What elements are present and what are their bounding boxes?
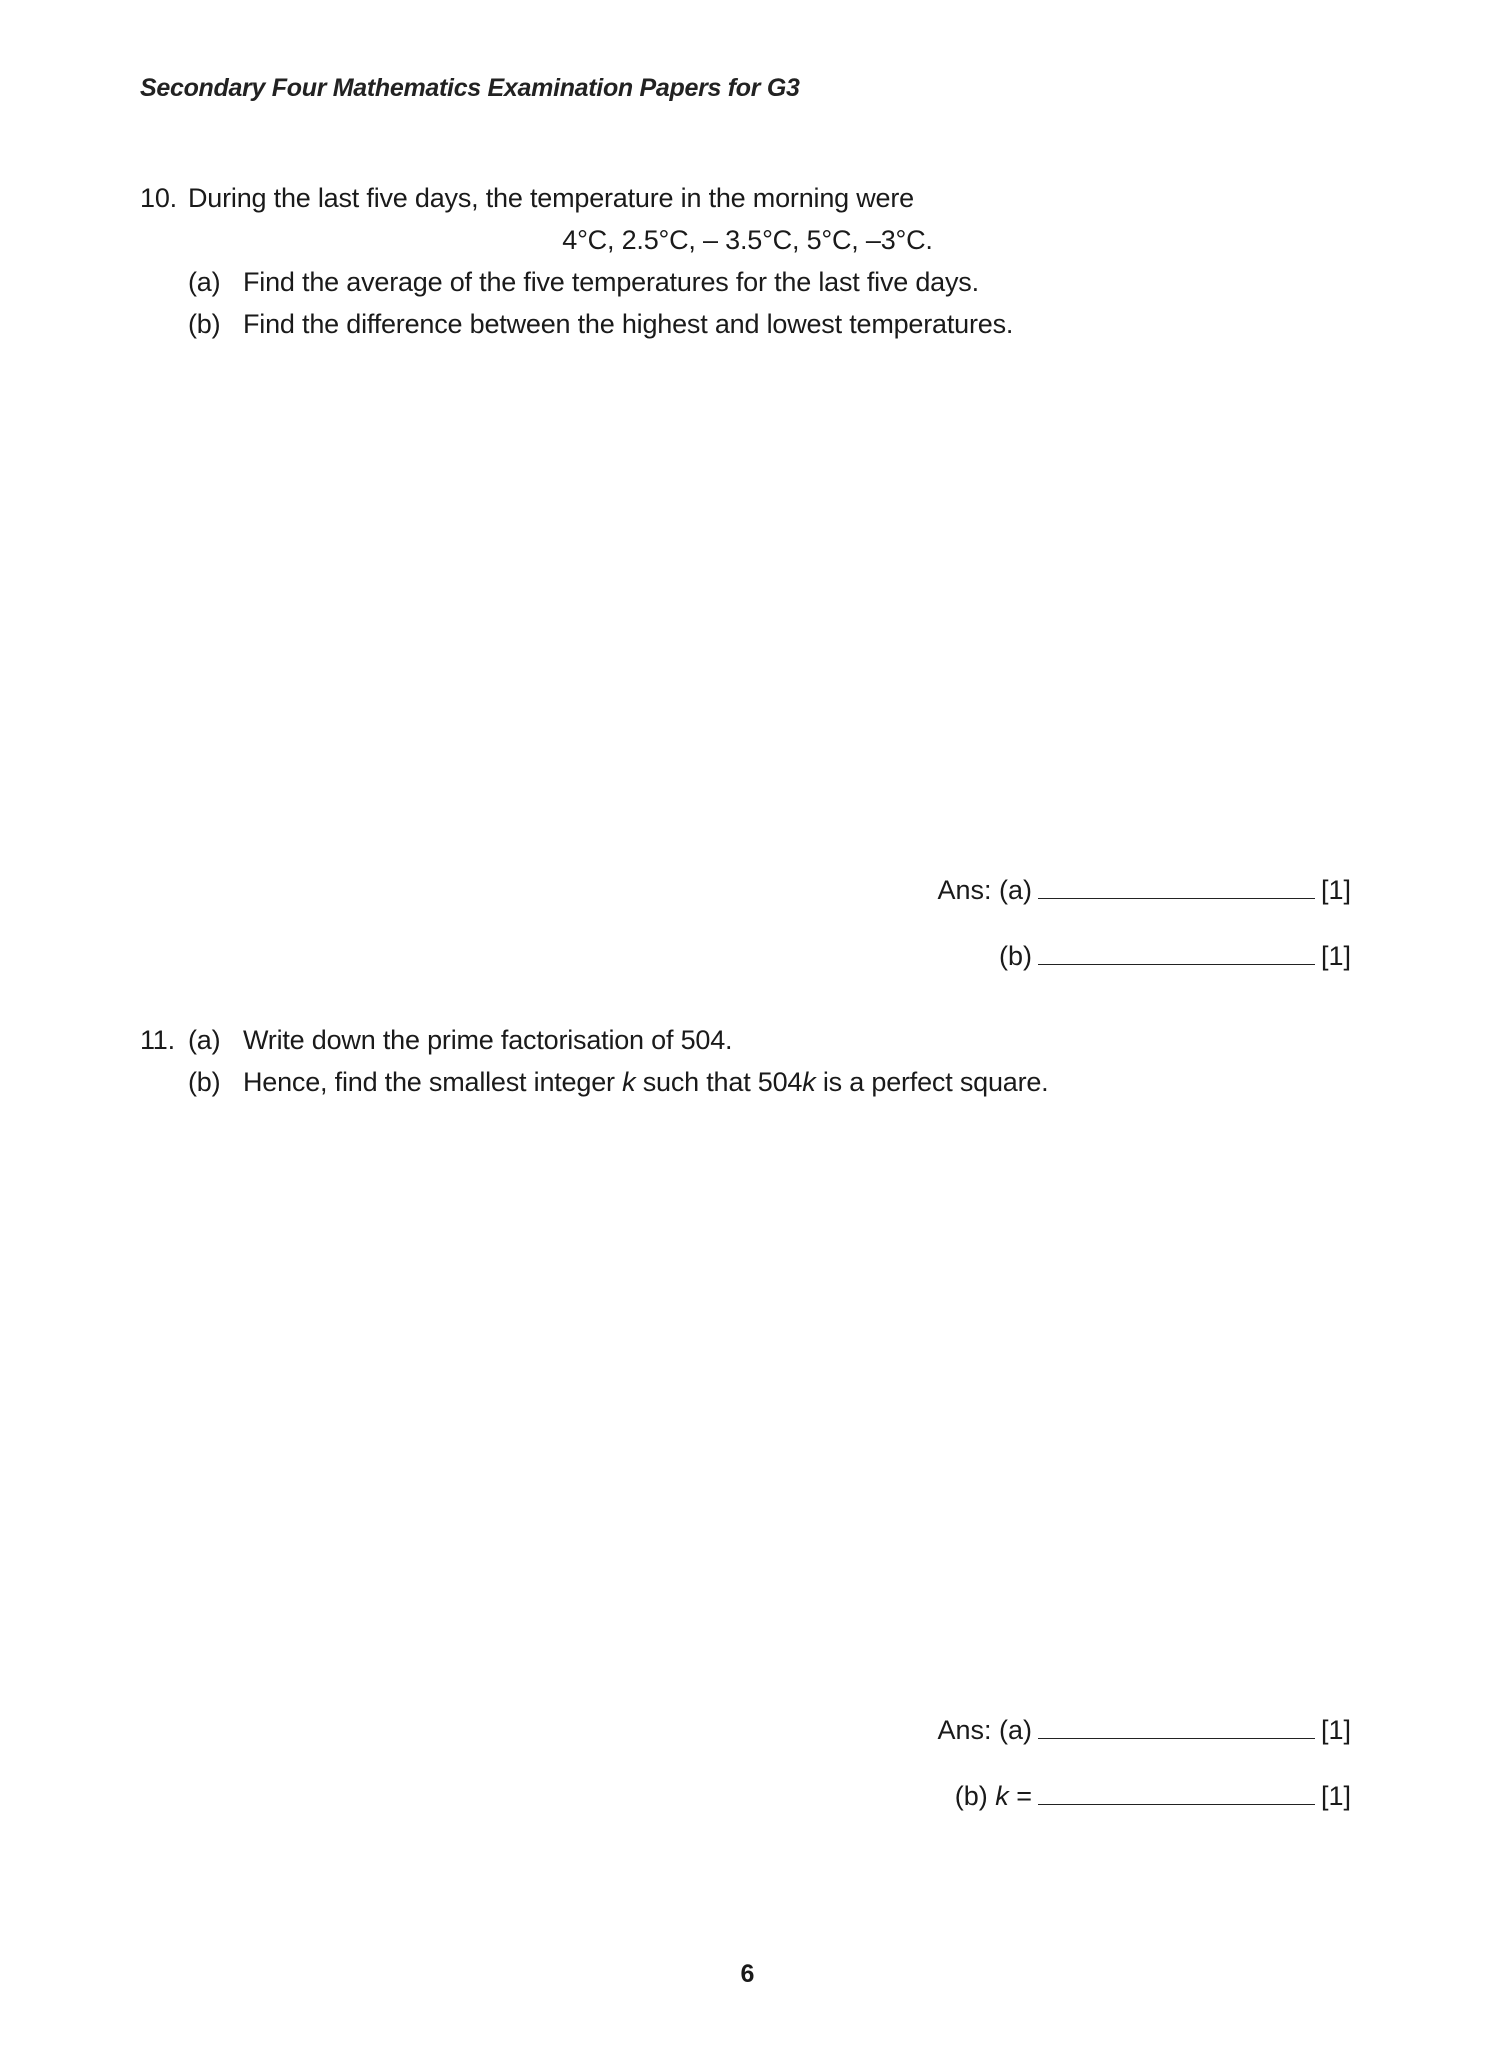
answer-11b-line[interactable] <box>1038 1803 1315 1805</box>
answer-label <box>872 1781 1038 1812</box>
question-11a <box>140 1024 732 1056</box>
part-text: is a perfect square. <box>815 1067 1049 1097</box>
part-text: Write down the prime factorisation of 504. <box>243 1025 733 1055</box>
answer-11a-line[interactable] <box>1038 1737 1315 1739</box>
part-label: (b) <box>188 1067 221 1097</box>
answer-label: Ans: (a) <box>937 875 1032 905</box>
temperature-list: 4°C, 2.5°C, – 3.5°C, 5°C, –3°C. <box>562 225 933 255</box>
question-10b <box>188 308 1013 340</box>
question-number: 10. <box>140 183 177 213</box>
answer-11a-row <box>872 1712 1351 1746</box>
answer-10a-line[interactable] <box>1038 897 1315 899</box>
page-number: 6 <box>740 1960 755 1988</box>
question-11b <box>188 1066 1048 1098</box>
answer-10b-row <box>872 938 1351 972</box>
part-text: Hence, find the smallest integer <box>243 1067 623 1097</box>
marks: [1] <box>1321 941 1352 971</box>
part-label: (a) <box>188 267 221 297</box>
answer-11b-row <box>872 1778 1351 1812</box>
answer-label-prefix: (b) <box>954 1781 996 1811</box>
answer-label: (b) <box>999 941 1032 971</box>
running-header: Secondary Four Mathematics Examination Papers for G3 <box>140 74 800 102</box>
question-10-stem <box>140 182 914 214</box>
question-text: During the last five days, the temperature in the morning were <box>188 183 914 213</box>
answer-10a-row <box>872 872 1351 906</box>
question-number: 11. <box>140 1025 175 1055</box>
variable-k: k <box>622 1067 636 1097</box>
marks: [1] <box>1321 1715 1352 1745</box>
part-label: (a) <box>188 1025 221 1055</box>
answer-label: Ans: (a) <box>937 1715 1032 1745</box>
variable-k: k <box>995 1781 1009 1811</box>
answer-label-suffix: = <box>1008 1781 1032 1811</box>
part-text: Find the difference between the highest and lowest temperatures. <box>243 309 1014 339</box>
question-10a <box>188 266 979 298</box>
part-text: Find the average of the five temperatures for the last five days. <box>243 267 979 297</box>
part-label: (b) <box>188 309 221 339</box>
marks: [1] <box>1321 1781 1352 1811</box>
answer-10b-line[interactable] <box>1038 963 1315 965</box>
part-text: such that 504 <box>635 1067 803 1097</box>
marks: [1] <box>1321 875 1352 905</box>
variable-k: k <box>802 1067 816 1097</box>
